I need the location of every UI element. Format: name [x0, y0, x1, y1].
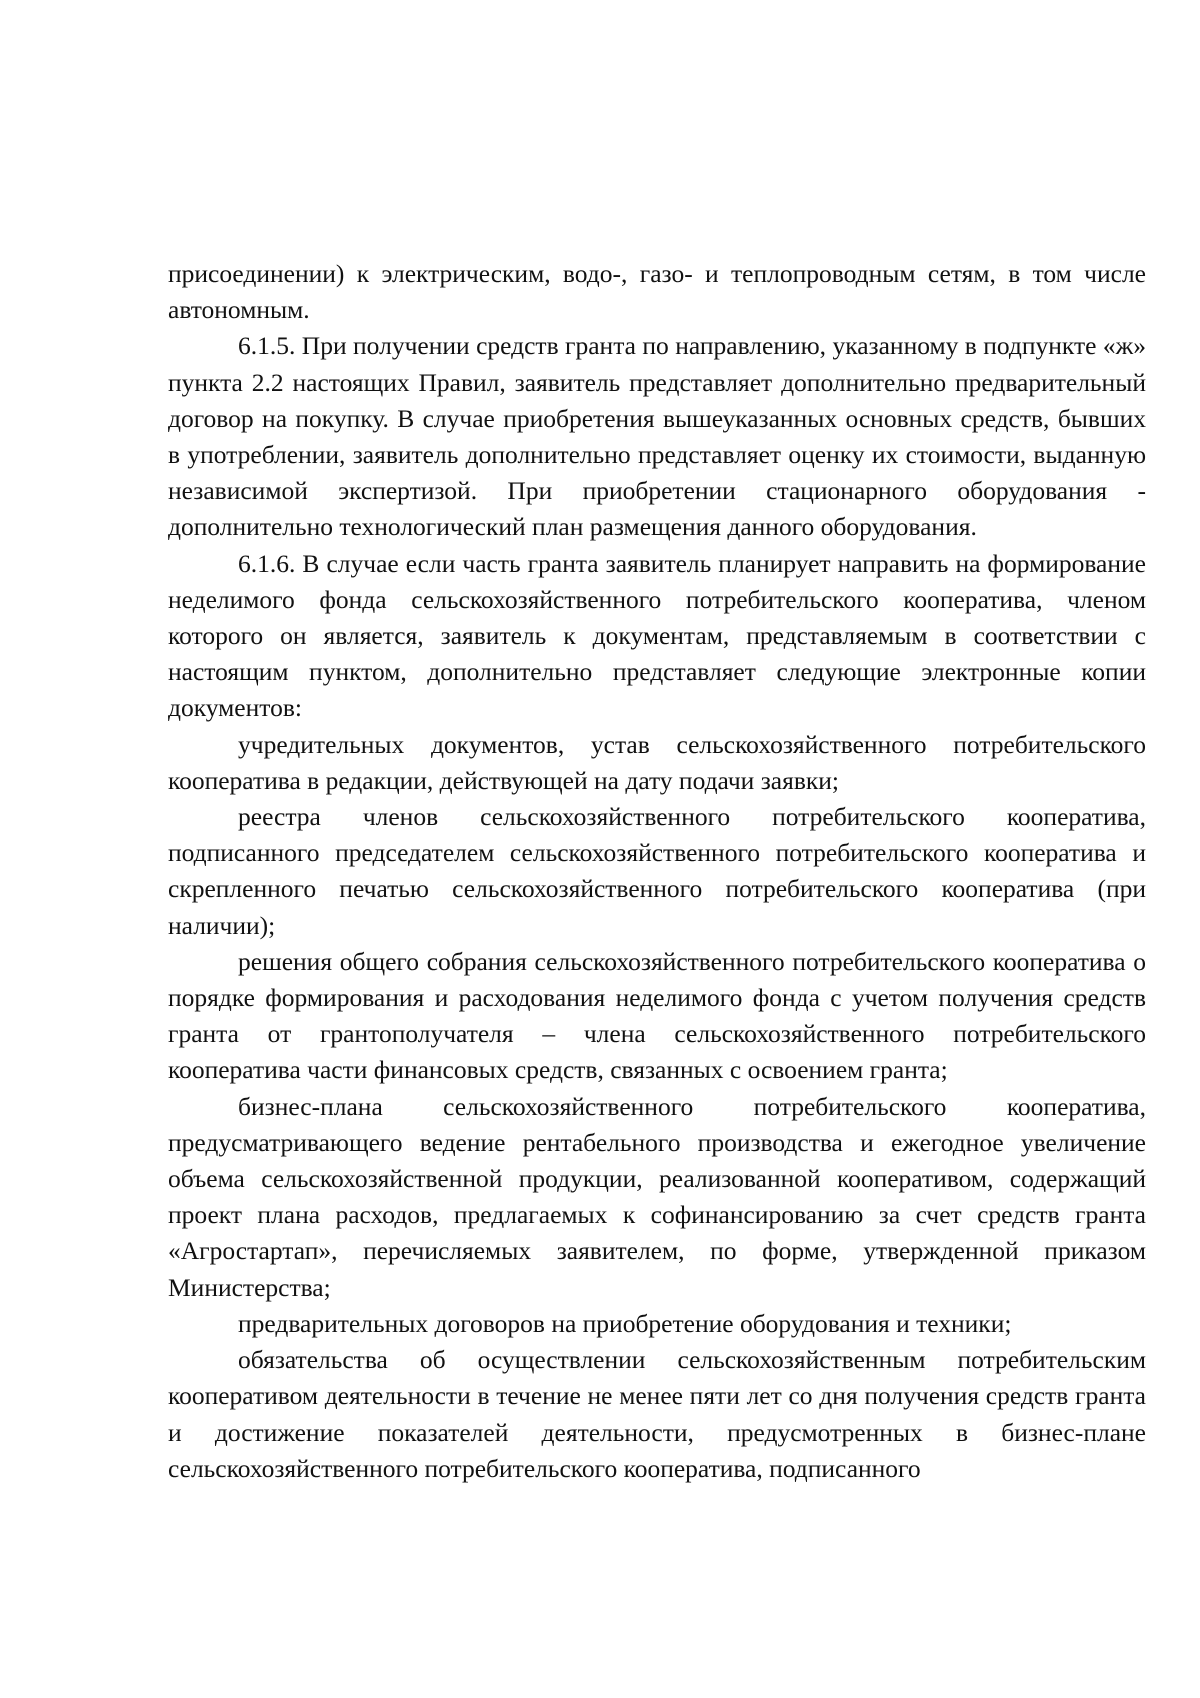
list-item-business-plan: бизнес-плана сельскохозяйственного потребительского кооператива, предусматривающего ведение рентабельного производства и ежегодное увеличение объема сельскохозяйственной продукции, реализованной кооперативом, содержащий проект плана расходов, предлагаемых к софинансированию за счет средств гранта «Агростартап», перечисляемых заявителем, по форме, утвержденной приказом Министерства;	[168, 1091, 1146, 1302]
paragraph-6-1-5: 6.1.5. При получении средств гранта по направлению, указанному в подпункте «ж» пункта 2.2 настоящих Правил, заявитель представляет дополнительно предварительный договор на покупку. В случае приобретения вышеуказанных основных средств, бывших в употреблении, заявитель дополнительно представляет оценку их стоимости, выданную независимой экспертизой. При приобретении стационарного оборудования - дополнительно технологический план размещения данного оборудования.	[168, 331, 1146, 542]
list-item-preliminary-contracts: предварительных договоров на приобретение оборудования и техники;	[238, 1308, 1012, 1338]
list-item-obligation: обязательства об осуществлении сельскохозяйственным потребительским кооперативом деятельности в течение не менее пяти лет со дня получения средств гранта и достижение показателей деятельности, предусмотренных в бизнес-плане сельскохозяйственного потребительского кооператива, подписанного	[168, 1345, 1146, 1483]
paragraph-continuation: присоединении) к электрическим, водо-, газо- и теплопроводным сетям, в том числе автономным.	[168, 259, 1146, 325]
paragraph-6-1-6: 6.1.6. В случае если часть гранта заявитель планирует направить на формирование неделимого фонда сельскохозяйственного потребительского кооператива, членом которого он является, заявитель к документам, представляемым в соответствии с настоящим пунктом, дополнительно представляет следующие электронные копии документов:	[168, 548, 1146, 723]
list-item-members-register: реестра членов сельскохозяйственного потребительского кооператива, подписанного председателем сельскохозяйственного потребительского кооператива и скрепленного печатью сельскохозяйственного потребительского кооператива (при наличии);	[168, 802, 1146, 940]
document-body	[168, 256, 1146, 1487]
list-item-founding-documents: учредительных документов, устав сельскохозяйственного потребительского кооператива в редакции, действующей на дату подачи заявки;	[168, 729, 1146, 795]
list-item-general-meeting-decision: решения общего собрания сельскохозяйственного потребительского кооператива о порядке формирования и расходования неделимого фонда с учетом получения средств гранта от грантополучателя – члена сельскохозяйственного потребительского кооператива части финансовых средств, связанных с освоением гранта;	[168, 946, 1146, 1085]
